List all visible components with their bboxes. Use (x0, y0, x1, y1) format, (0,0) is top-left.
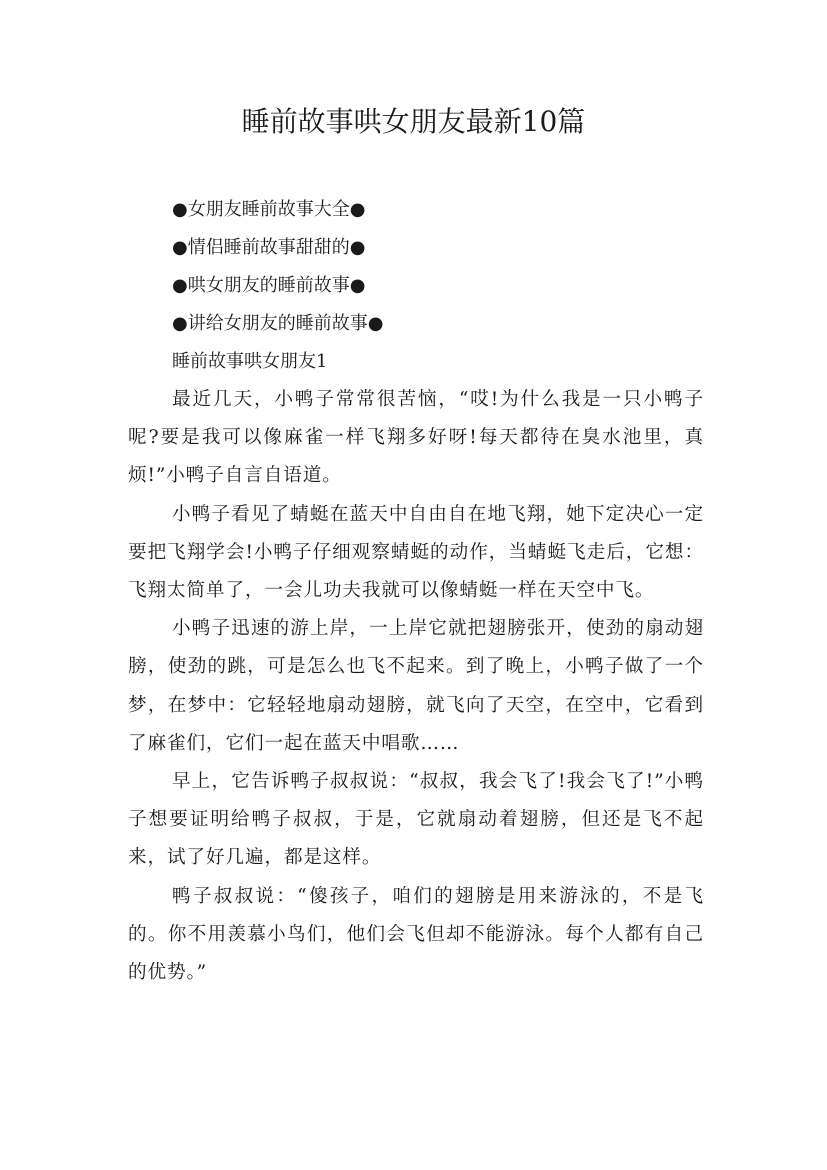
table-of-contents (128, 191, 704, 343)
document-body (128, 191, 704, 992)
toc-item-4[interactable]: ●讲给女朋友的睡前故事● (172, 313, 384, 334)
paragraph-1: 最近几天，小鸭子常常很苦恼，“哎!为什么我是一只小鸭子呢?要是我可以像麻雀一样飞翔多好呀!每天都待在臭水池里，真烦!”小鸭子自言自语道。 (128, 389, 704, 487)
toc-item-2[interactable]: ●情侣睡前故事甜甜的● (172, 237, 366, 258)
toc-item-1[interactable]: ●女朋友睡前故事大全● (172, 199, 366, 220)
paragraph-4: 早上，它告诉鸭子叔叔说：“叔叔，我会飞了!我会飞了!”小鸭子想要证明给鸭子叔叔，于是，它就扇动着翅膀，但还是飞不起来，试了好几遍，都是这样。 (128, 771, 704, 869)
paragraph-2: 小鸭子看见了蜻蜓在蓝天中自由自在地飞翔，她下定决心一定要把飞翔学会!小鸭子仔细观察蜻蜓的动作，当蜻蜓飞走后，它想：飞翔太简单了，一会儿功夫我就可以像蜻蜓一样在天空中飞。 (128, 503, 704, 602)
document-title: 睡前故事哄女朋友最新10篇 (241, 105, 586, 138)
paragraph-3: 小鸭子迅速的游上岸，一上岸它就把翅膀张开，使劲的扇动翅膀，使劲的跳，可是怎么也飞不起来。到了晚上，小鸭子做了一个梦，在梦中：它轻轻地扇动翅膀，就飞向了天空，在空中，它看到了麻雀们，它们一起在蓝天中唱歌…… (128, 618, 704, 754)
section-heading: 睡前故事哄女朋友1 (172, 351, 328, 372)
toc-item-3[interactable]: ●哄女朋友的睡前故事● (172, 275, 366, 296)
paragraph-5: 鸭子叔叔说：“傻孩子，咱们的翅膀是用来游泳的，不是飞的。你不用羡慕小鸟们，他们会飞但却不能游泳。每个人都有自己的优势。” (128, 885, 704, 984)
